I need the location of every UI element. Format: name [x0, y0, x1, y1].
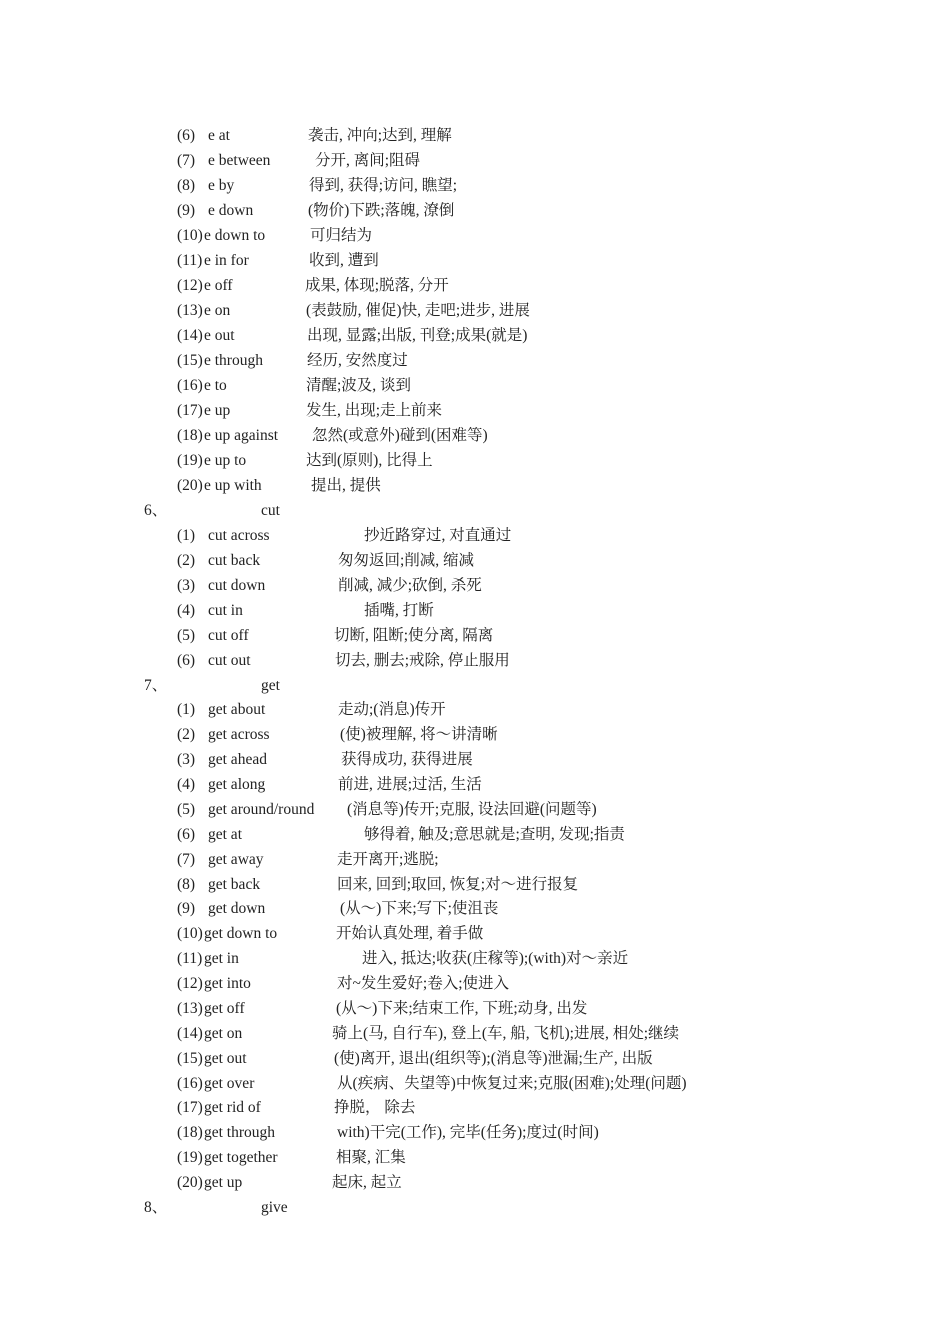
phrase-row	[0, 1170, 950, 1195]
meaning: (从～)下来;写下;使沮丧	[340, 900, 499, 917]
meaning: 袭击, 冲向;达到, 理解	[308, 127, 452, 144]
section-word: give	[261, 1199, 288, 1216]
phrase: get over	[204, 1075, 255, 1092]
meaning: 出现, 显露;出版, 刊登;成果(就是)	[307, 327, 528, 344]
phrase: e out	[204, 327, 235, 344]
item-index: (4)	[177, 602, 196, 619]
section-number: 7、	[144, 677, 168, 694]
phrase-row	[0, 946, 950, 971]
meaning: 达到(原则), 比得上	[306, 452, 433, 469]
item-index: (17)	[177, 1099, 203, 1116]
meaning: 可归结为	[310, 227, 373, 244]
meaning: (表鼓励, 催促)快, 走吧;进步, 进展	[306, 302, 530, 319]
item-index: (16)	[177, 377, 203, 394]
meaning: 对~发生爱好;卷入;使进入	[337, 975, 509, 992]
phrase-row	[0, 697, 950, 722]
item-index: (10)	[177, 227, 203, 244]
meaning: 够得着, 触及;意思就是;查明, 发现;指责	[364, 826, 625, 843]
phrase-row	[0, 1095, 950, 1120]
item-index: (11)	[177, 950, 203, 967]
item-index: (19)	[177, 452, 203, 469]
meaning: 切断, 阻断;使分离, 隔离	[334, 627, 494, 644]
meaning: 走动;(消息)传开	[338, 701, 446, 718]
item-index: (15)	[177, 352, 203, 369]
phrase-row	[0, 921, 950, 946]
item-index: (15)	[177, 1050, 203, 1067]
phrase: cut in	[208, 602, 243, 619]
phrase: e at	[208, 127, 230, 144]
phrase: e on	[204, 302, 231, 319]
phrase: e up with	[204, 477, 262, 494]
item-index: (5)	[177, 801, 196, 818]
item-index: (10)	[177, 925, 203, 942]
item-index: (3)	[177, 751, 196, 768]
phrase: get into	[204, 975, 251, 992]
phrase-row	[0, 573, 950, 598]
item-index: (9)	[177, 202, 196, 219]
phrase-row	[0, 273, 950, 298]
phrase: get off	[204, 1000, 245, 1017]
section-heading	[0, 1195, 950, 1220]
item-index: (3)	[177, 577, 196, 594]
meaning: 发生, 出现;走上前来	[306, 402, 443, 419]
section-word: cut	[261, 502, 280, 519]
item-index: (6)	[177, 826, 196, 843]
phrase-row	[0, 298, 950, 323]
phrase: e up against	[204, 427, 279, 444]
item-index: (5)	[177, 627, 196, 644]
phrase: get together	[204, 1149, 278, 1166]
meaning: 从(疾病、失望等)中恢复过来;克服(困难);处理(问题)	[337, 1075, 687, 1092]
phrase: e off	[204, 277, 233, 294]
item-index: (19)	[177, 1149, 203, 1166]
section-number: 8、	[144, 1199, 168, 1216]
item-index: (6)	[177, 652, 196, 669]
meaning: 收到, 遭到	[309, 252, 379, 269]
phrase-row	[0, 722, 950, 747]
phrase: e down to	[204, 227, 266, 244]
meaning: 前进, 进展;过活, 生活	[338, 776, 482, 793]
item-index: (18)	[177, 427, 203, 444]
meaning: (从～)下来;结束工作, 下班;动身, 出发	[336, 1000, 588, 1017]
item-index: (17)	[177, 402, 203, 419]
item-index: (14)	[177, 327, 203, 344]
phrase-row	[0, 623, 950, 648]
phrase-row	[0, 173, 950, 198]
item-index: (13)	[177, 302, 203, 319]
phrase-row	[0, 847, 950, 872]
item-index: (18)	[177, 1124, 203, 1141]
phrase-row	[0, 398, 950, 423]
phrase-row	[0, 1046, 950, 1071]
phrase: get away	[208, 851, 264, 868]
phrase: get about	[208, 701, 266, 718]
meaning: 获得成功, 获得进展	[341, 751, 473, 768]
item-index: (7)	[177, 152, 196, 169]
phrase: get around/round	[208, 801, 315, 818]
phrase: e up	[204, 402, 231, 419]
item-index: (13)	[177, 1000, 203, 1017]
item-index: (20)	[177, 1174, 203, 1191]
phrase: get down to	[204, 925, 278, 942]
phrase-row	[0, 996, 950, 1021]
phrase-row	[0, 223, 950, 248]
item-index: (4)	[177, 776, 196, 793]
phrase-row	[0, 872, 950, 897]
meaning: (使)离开, 退出(组织等);(消息等)泄漏;生产, 出版	[334, 1050, 653, 1067]
item-index: (6)	[177, 127, 196, 144]
meaning: with)干完(工作), 完毕(任务);度过(时间)	[337, 1124, 599, 1141]
phrase-row	[0, 648, 950, 673]
phrase: get along	[208, 776, 266, 793]
meaning: (使)被理解, 将～讲清晰	[340, 726, 498, 743]
meaning: 相聚, 汇集	[336, 1149, 406, 1166]
section-number: 6、	[144, 502, 168, 519]
item-index: (16)	[177, 1075, 203, 1092]
phrase-row	[0, 1120, 950, 1145]
phrase-row	[0, 548, 950, 573]
meaning: 挣脱， 除去	[334, 1099, 416, 1116]
phrase-row	[0, 348, 950, 373]
meaning: (物价)下跌;落魄, 潦倒	[308, 202, 455, 219]
phrase: get down	[208, 900, 266, 917]
phrase: e up to	[204, 452, 247, 469]
phrase: e between	[208, 152, 271, 169]
meaning: 插嘴, 打断	[364, 602, 434, 619]
item-index: (7)	[177, 851, 196, 868]
item-index: (14)	[177, 1025, 203, 1042]
phrase-row	[0, 896, 950, 921]
item-index: (1)	[177, 527, 196, 544]
meaning: 削减, 减少;砍倒, 杀死	[338, 577, 482, 594]
meaning: 起床, 起立	[332, 1174, 402, 1191]
meaning: 回来, 回到;取回, 恢复;对～进行报复	[337, 876, 579, 893]
phrase: get through	[204, 1124, 276, 1141]
meaning: 得到, 获得;访问, 瞧望;	[309, 177, 458, 194]
phrase: e down	[208, 202, 254, 219]
item-index: (2)	[177, 726, 196, 743]
item-index: (2)	[177, 552, 196, 569]
phrase-row	[0, 373, 950, 398]
item-index: (12)	[177, 975, 203, 992]
meaning: 开始认真处理, 着手做	[336, 925, 484, 942]
meaning: 切去, 删去;戒除, 停止服用	[335, 652, 510, 669]
phrase: e in for	[204, 252, 249, 269]
phrase: get across	[208, 726, 270, 743]
phrase: cut out	[208, 652, 251, 669]
phrase-row	[0, 523, 950, 548]
phrase: e through	[204, 352, 263, 369]
phrase: cut down	[208, 577, 266, 594]
meaning: 分开, 离间;阻碍	[315, 152, 421, 169]
phrase-row	[0, 822, 950, 847]
meaning: 抄近路穿过, 对直通过	[364, 527, 512, 544]
meaning: 忽然(或意外)碰到(困难等)	[312, 427, 488, 444]
phrase: cut off	[208, 627, 249, 644]
meaning: 进入, 抵达;收获(庄稼等);(with)对～亲近	[362, 950, 629, 967]
phrase: get up	[204, 1174, 243, 1191]
phrase-row	[0, 797, 950, 822]
meaning: 走开离开;逃脱;	[337, 851, 439, 868]
phrase: e to	[204, 377, 227, 394]
phrase-row	[0, 1145, 950, 1170]
item-index: (12)	[177, 277, 203, 294]
phrase-row	[0, 248, 950, 273]
phrase-row	[0, 448, 950, 473]
item-index: (9)	[177, 900, 196, 917]
phrase: cut back	[208, 552, 261, 569]
phrase: get on	[204, 1025, 243, 1042]
item-index: (11)	[177, 252, 203, 269]
section-heading	[0, 673, 950, 698]
phrase: e by	[208, 177, 235, 194]
item-index: (20)	[177, 477, 203, 494]
meaning: 经历, 安然度过	[307, 352, 408, 369]
meaning: 清醒;波及, 谈到	[306, 377, 412, 394]
item-index: (8)	[177, 876, 196, 893]
item-index: (8)	[177, 177, 196, 194]
section-heading	[0, 498, 950, 523]
phrase: get out	[204, 1050, 247, 1067]
phrase-row	[0, 1071, 950, 1096]
phrase: get ahead	[208, 751, 267, 768]
phrase-row	[0, 198, 950, 223]
phrase: get at	[208, 826, 242, 843]
phrase: get rid of	[204, 1099, 261, 1116]
phrase-row	[0, 971, 950, 996]
phrase: get in	[204, 950, 239, 967]
phrase-row	[0, 323, 950, 348]
phrase-row	[0, 747, 950, 772]
phrase-row	[0, 423, 950, 448]
phrase-row	[0, 148, 950, 173]
meaning: (消息等)传开;克服, 设法回避(问题等)	[347, 801, 597, 818]
phrase: cut across	[208, 527, 270, 544]
phrase-row	[0, 473, 950, 498]
meaning: 提出, 提供	[311, 477, 381, 494]
meaning: 成果, 体现;脱落, 分开	[305, 277, 449, 294]
meaning: 骑上(马, 自行车), 登上(车, 船, 飞机);进展, 相处;继续	[332, 1025, 680, 1042]
item-index: (1)	[177, 701, 196, 718]
phrase-row	[0, 1021, 950, 1046]
phrase-row	[0, 123, 950, 148]
phrase-row	[0, 598, 950, 623]
meaning: 匆匆返回;削减, 缩减	[338, 552, 475, 569]
phrase-row	[0, 772, 950, 797]
phrase: get back	[208, 876, 261, 893]
section-word: get	[261, 677, 280, 694]
